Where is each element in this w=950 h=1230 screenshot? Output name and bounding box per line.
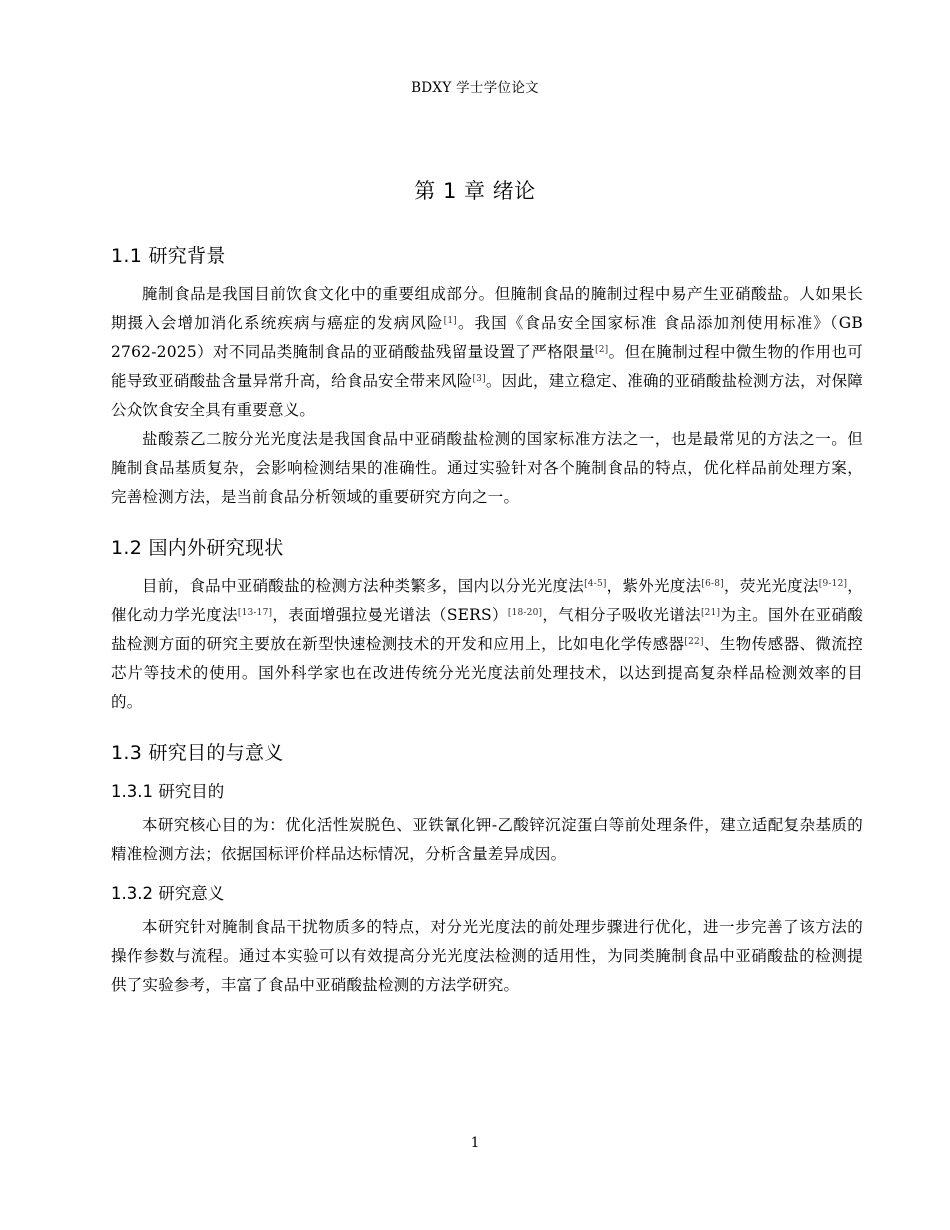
text-run: ，气相分子吸收光谱法 (542, 606, 701, 624)
subsection-heading-significance: 1.3.2 研究意义 (111, 884, 225, 903)
citation: [6-8] (701, 579, 724, 589)
citation: [3] (472, 374, 486, 384)
citation: [2] (595, 345, 609, 355)
paragraph-background-1 (111, 280, 863, 425)
section-heading-background: 1.1 研究背景 (111, 245, 226, 267)
paragraph-background-2: 盐酸萘乙二胺分光光度法是我国食品中亚硝酸盐检测的国家标准方法之一，也是最常见的方法之一。但腌制食品基质复杂，会影响检测结果的准确性。通过实验针对各个腌制食品的特点，优化样品前处理方案，完善检测方法，是当前食品分析领域的重要研究方向之一。 (111, 430, 863, 506)
citation: [9-12] (818, 579, 848, 589)
text-run: 、生物传感器、微流控芯片等技术的使用。国外科学家也在改进传统分光光度法前处理技术，以达到提高复杂样品检测效率的目的。 (111, 635, 863, 711)
citation: [21] (700, 608, 721, 618)
page-content (111, 240, 863, 1000)
running-header: BDXY 学士学位论文 (411, 80, 539, 96)
citation: [18-20] (507, 608, 543, 618)
page-number: 1 (470, 1135, 480, 1151)
text-run: 。但在腌制过程中微生物的作用也可能导致亚硝酸盐含量异常升高，给食品安全带来风险 (111, 343, 864, 390)
paragraph-status-1 (111, 572, 863, 717)
section-heading-status: 1.2 国内外研究现状 (111, 537, 284, 559)
text-run: 。因此，建立稳定、准确的亚硝酸盐检测方法，对保障公众饮食安全具有重要意义。 (111, 372, 863, 419)
citation: [4-5] (584, 579, 607, 589)
text-run: ，催化动力学光度法 (111, 577, 864, 624)
text-run: ，表面增强拉曼光谱法（SERS） (272, 606, 508, 624)
paragraph-significance: 本研究针对腌制食品干扰物质多的特点，对分光光度法的前处理步骤进行优化，进一步完善了该方法的操作参数与流程。通过本实验可以有效提高分光光度法检测的适用性，为同类腌制食品中亚硝酸盐的检测提供了实验参考，丰富了食品中亚硝酸盐检测的方法学研究。 (111, 918, 863, 994)
text-run: 目前，食品中亚硝酸盐的检测方法种类繁多，国内以分光光度法 (142, 577, 585, 595)
citation: [22] (684, 637, 704, 647)
paragraph-purpose: 本研究核心目的为：优化活性炭脱色、亚铁氰化钾-乙酸锌沉淀蛋白等前处理条件，建立适配复杂基质的精准检测方法；依据国标评价样品达标情况，分析含量差异成因。 (111, 816, 863, 863)
text-run: ，紫外光度法 (606, 577, 702, 595)
citation: [1] (443, 316, 458, 326)
text-run: 腌制食品是我国目前饮食文化中的重要组成部分。但腌制食品的腌制过程中易产生亚硝酸盐。人如果长期摄入会增加消化系统疾病与癌症的发病风险 (111, 285, 863, 332)
subsection-heading-purpose: 1.3.1 研究目的 (111, 782, 225, 801)
section-heading-purpose: 1.3 研究目的与意义 (111, 742, 284, 764)
text-run: 为主。国外在亚硝酸盐检测方面的研究主要放在新型快速检测技术的开发和应用上，比如电化学传感器 (111, 606, 863, 653)
citation: [13-17] (237, 608, 273, 618)
text-run: ，荧光光度法 (723, 577, 819, 595)
text-run: 。我国《食品安全国家标准 食品添加剂使用标准》（GB 2762-2025）对不同品类腌制食品的亚硝酸盐残留量设置了严格限量 (111, 314, 863, 361)
chapter-title: 第 1 章 绪论 (414, 179, 536, 203)
